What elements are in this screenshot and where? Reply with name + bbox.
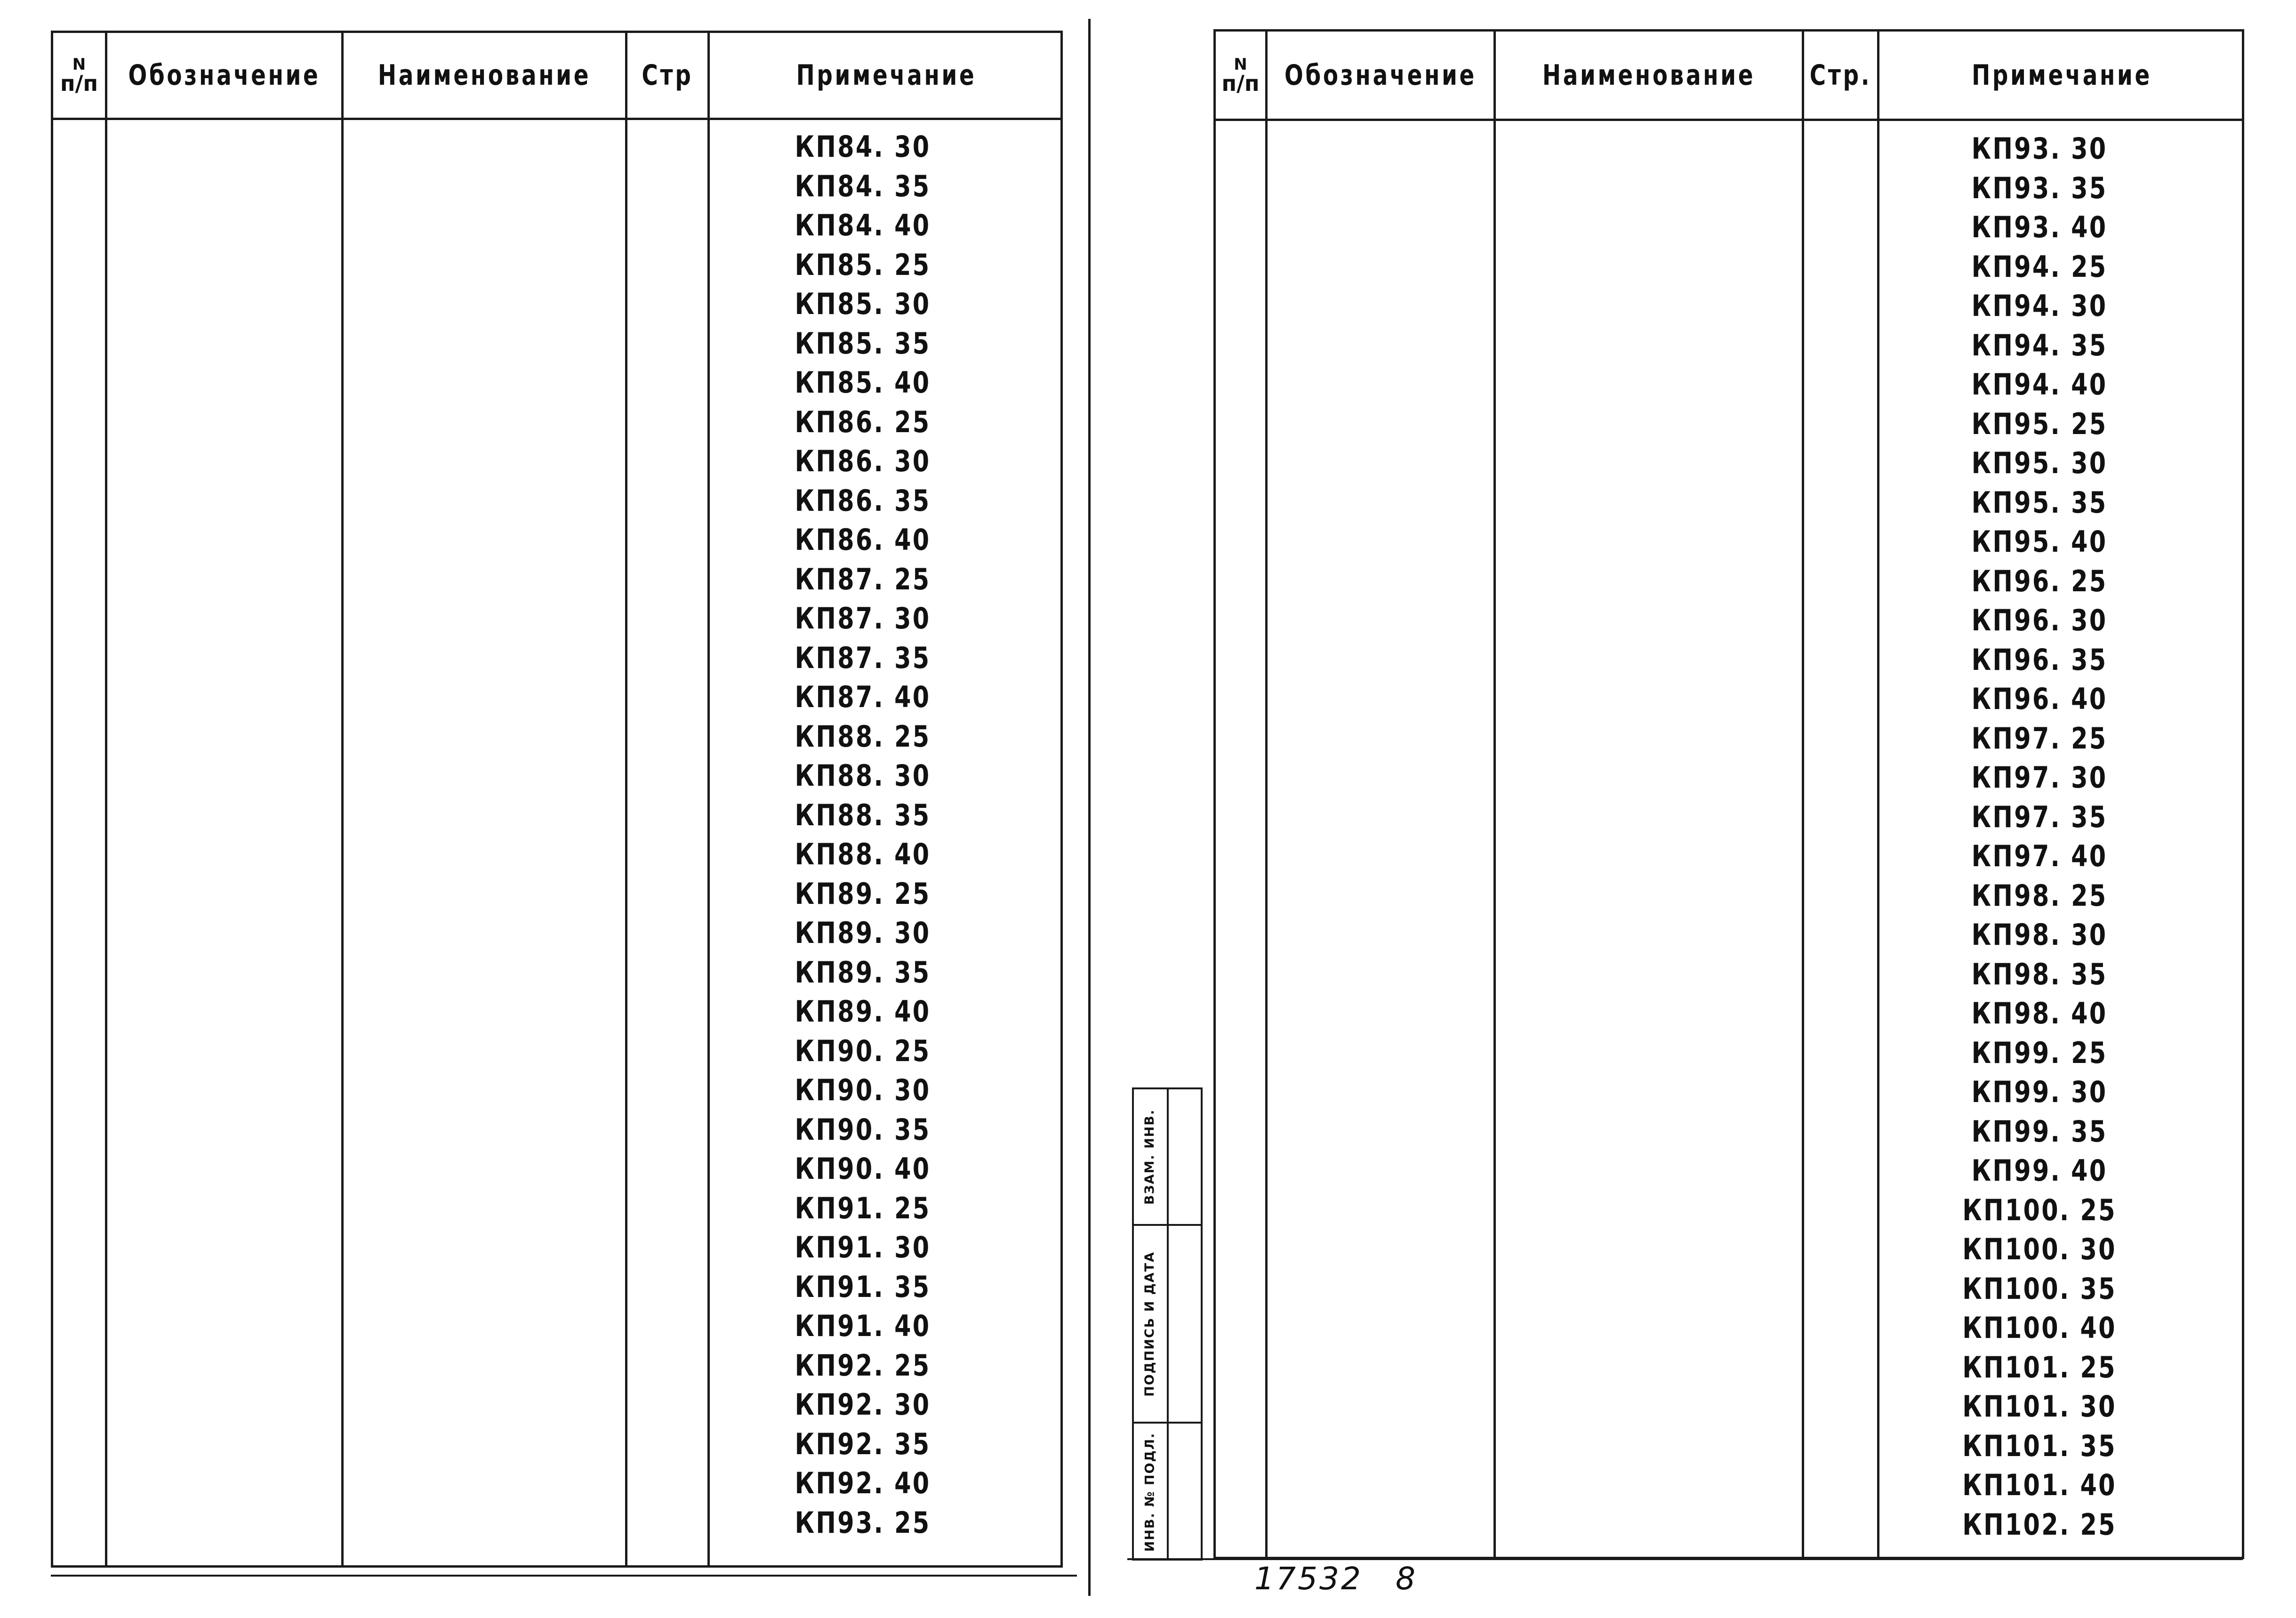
note-entry: КП100. 25: [1962, 1192, 2117, 1227]
side-stamp: [1132, 1087, 1203, 1561]
note-entry: КП92. 25: [795, 1348, 931, 1383]
note-entry: КП100. 30: [1962, 1232, 2117, 1266]
note-entry: КП98. 25: [1971, 878, 2108, 913]
stamp-signature-date: ПОДПИСЬ И ДАТА: [1134, 1226, 1201, 1424]
document-number: 17532: [1254, 1561, 1363, 1597]
note-entry: КП92. 35: [795, 1426, 931, 1461]
page-number: 8: [1396, 1561, 1417, 1597]
note-entry: КП94. 30: [1971, 289, 2108, 323]
header-rule: [53, 118, 1060, 120]
left-bottom-rule: [51, 1575, 1077, 1577]
note-entry: КП84. 30: [795, 129, 931, 164]
note-entry: КП100. 40: [1962, 1311, 2117, 1345]
note-entry: КП87. 25: [795, 562, 931, 596]
header-designation: Обозначение: [1284, 58, 1477, 92]
note-entry: КП95. 25: [1971, 406, 2108, 441]
note-entry: КП85. 25: [795, 247, 931, 282]
note-entry: КП85. 35: [795, 326, 931, 361]
left-table: [51, 31, 1063, 1568]
note-entry: КП95. 30: [1971, 446, 2108, 480]
header-rule: [1216, 119, 2242, 121]
note-entry: КП94. 40: [1971, 367, 2108, 402]
right-table: [1213, 29, 2244, 1559]
note-entry: КП98. 35: [1971, 957, 2108, 991]
header-note: Примечание: [796, 59, 977, 92]
header-page: Стр.: [1809, 58, 1872, 92]
note-entry: КП96. 30: [1971, 603, 2108, 637]
note-entry: КП84. 40: [795, 208, 931, 242]
col-divider: [105, 33, 107, 1565]
note-entry: КП95. 35: [1971, 485, 2108, 520]
note-entry: КП85. 30: [795, 287, 931, 321]
note-entry: КП89. 40: [795, 994, 931, 1029]
note-entry: КП84. 35: [795, 169, 931, 203]
note-entry: КП87. 40: [795, 680, 931, 714]
note-entry: КП90. 40: [795, 1151, 931, 1186]
col-divider: [1493, 32, 1496, 1557]
note-entry: КП85. 40: [795, 365, 931, 400]
col-divider: [625, 33, 627, 1565]
note-entry: КП91. 25: [795, 1191, 931, 1225]
note-entry: КП86. 30: [795, 444, 931, 478]
note-entry: КП99. 35: [1971, 1114, 2108, 1149]
note-entry: КП101. 35: [1962, 1428, 2117, 1463]
note-entry: КП91. 35: [795, 1269, 931, 1304]
note-entry: КП97. 40: [1971, 839, 2108, 873]
note-entry: КП94. 35: [1971, 328, 2108, 362]
note-entry: КП93. 35: [1971, 170, 2108, 205]
note-entry: КП96. 25: [1971, 563, 2108, 598]
note-entry: КП87. 30: [795, 601, 931, 636]
notes-list-right: [1887, 129, 2192, 1544]
note-entry: КП97. 35: [1971, 799, 2108, 834]
header-page: Стр: [642, 59, 693, 92]
note-entry: КП96. 40: [1971, 682, 2108, 716]
header-note: Примечание: [1972, 58, 2152, 92]
note-entry: КП101. 40: [1962, 1468, 2117, 1502]
note-entry: КП97. 25: [1971, 721, 2108, 756]
note-entry: КП88. 30: [795, 758, 931, 793]
note-entry: КП101. 30: [1962, 1389, 2117, 1424]
note-entry: КП86. 40: [795, 523, 931, 557]
note-entry: КП91. 40: [795, 1309, 931, 1343]
note-entry: КП90. 30: [795, 1073, 931, 1107]
note-entry: КП95. 40: [1971, 524, 2108, 559]
note-entry: КП86. 25: [795, 404, 931, 439]
note-entry: КП89. 25: [795, 876, 931, 911]
col-divider: [1265, 32, 1268, 1557]
header-number: N п/п: [60, 55, 98, 96]
note-entry: КП98. 40: [1971, 996, 2108, 1030]
note-entry: КП101. 25: [1962, 1350, 2117, 1385]
note-entry: КП102. 25: [1962, 1507, 2117, 1542]
sheet-divider: [1088, 19, 1091, 1596]
header-name: Наименование: [377, 59, 591, 92]
note-entry: КП99. 30: [1971, 1075, 2108, 1109]
note-entry: КП99. 40: [1971, 1153, 2108, 1188]
note-entry: КП93. 40: [1971, 210, 2108, 244]
note-entry: КП92. 40: [795, 1466, 931, 1500]
note-entry: КП90. 35: [795, 1112, 931, 1147]
col-divider: [341, 33, 344, 1565]
col-divider: [1802, 32, 1804, 1557]
note-entry: КП88. 35: [795, 797, 931, 832]
note-entry: КП89. 35: [795, 955, 931, 990]
note-entry: КП87. 35: [795, 640, 931, 675]
col-divider: [1877, 32, 1879, 1557]
note-entry: КП91. 30: [795, 1230, 931, 1264]
note-entry: КП90. 25: [795, 1033, 931, 1068]
note-entry: КП96. 35: [1971, 642, 2108, 677]
note-entry: КП93. 30: [1971, 131, 2108, 166]
header-number: N п/п: [1221, 55, 1260, 96]
note-entry: КП93. 25: [795, 1505, 931, 1540]
note-entry: КП97. 30: [1971, 760, 2108, 795]
note-entry: КП86. 35: [795, 483, 931, 518]
note-entry: КП98. 30: [1971, 918, 2108, 952]
note-entry: КП99. 25: [1971, 1035, 2108, 1070]
note-entry: КП92. 30: [795, 1387, 931, 1422]
note-entry: КП89. 30: [795, 916, 931, 950]
note-entry: КП88. 40: [795, 837, 931, 871]
stamp-inv-orig: ИНВ. № ПОДЛ.: [1142, 1432, 1157, 1552]
note-entry: КП88. 25: [795, 719, 931, 754]
note-entry: КП100. 35: [1962, 1271, 2117, 1306]
stamp-replace-inv: ВЗАМ. ИНВ.: [1134, 1089, 1201, 1226]
notes-list-left: [710, 127, 1016, 1542]
note-entry: КП94. 25: [1971, 249, 2108, 284]
header-designation: Обозначение: [128, 59, 321, 92]
header-name: Наименование: [1542, 58, 1756, 92]
